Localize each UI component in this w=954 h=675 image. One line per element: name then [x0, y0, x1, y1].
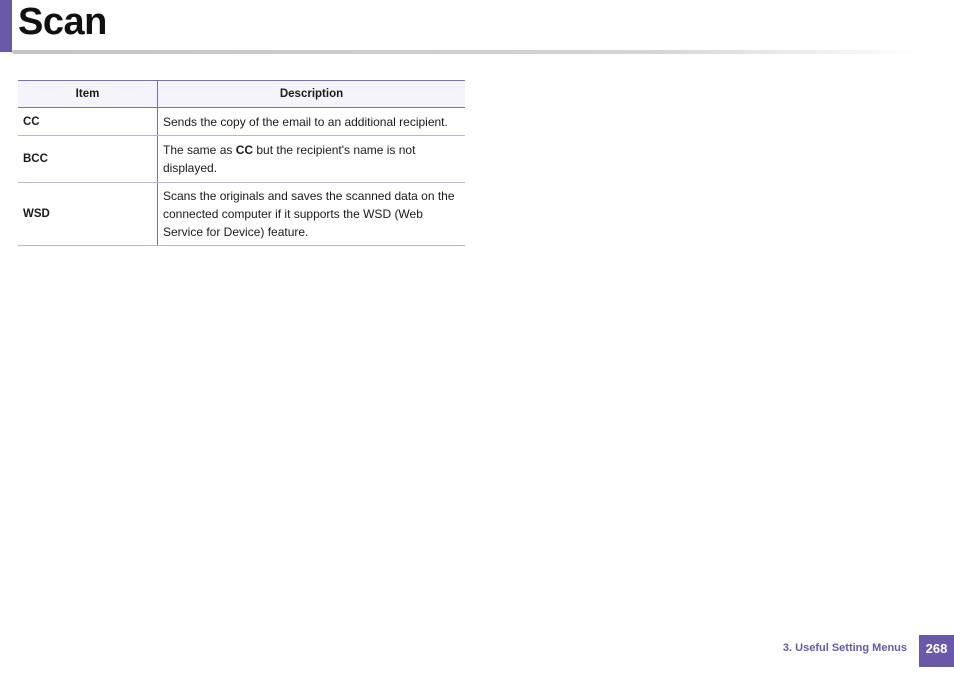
item-cell: CC — [18, 108, 158, 136]
footer-section-label: 3. Useful Setting Menus — [782, 642, 907, 654]
item-cell: BCC — [18, 136, 158, 183]
table-row — [18, 108, 465, 136]
description-text: but the recipient's name is not displayed. — [163, 143, 416, 175]
item-cell: WSD — [18, 183, 158, 246]
description-cell — [158, 136, 466, 183]
page-number-badge: 268 — [919, 635, 954, 667]
column-header-item: Item — [18, 81, 158, 108]
page-title: Scan — [18, 1, 107, 43]
description-cell: Sends the copy of the email to an additional recipient. — [158, 108, 466, 136]
description-cell: Scans the originals and saves the scanned data on the connected computer if it supports the WSD (Web Service for Device) feature. — [158, 183, 466, 246]
title-divider — [12, 50, 917, 54]
description-text: The same as — [163, 143, 236, 157]
column-header-description: Description — [158, 81, 466, 108]
table-row — [18, 183, 465, 246]
table-header-row — [18, 81, 465, 108]
table-row — [18, 136, 465, 183]
title-accent-bar — [0, 0, 12, 52]
description-bold-term: CC — [235, 143, 254, 157]
settings-table — [18, 80, 465, 246]
